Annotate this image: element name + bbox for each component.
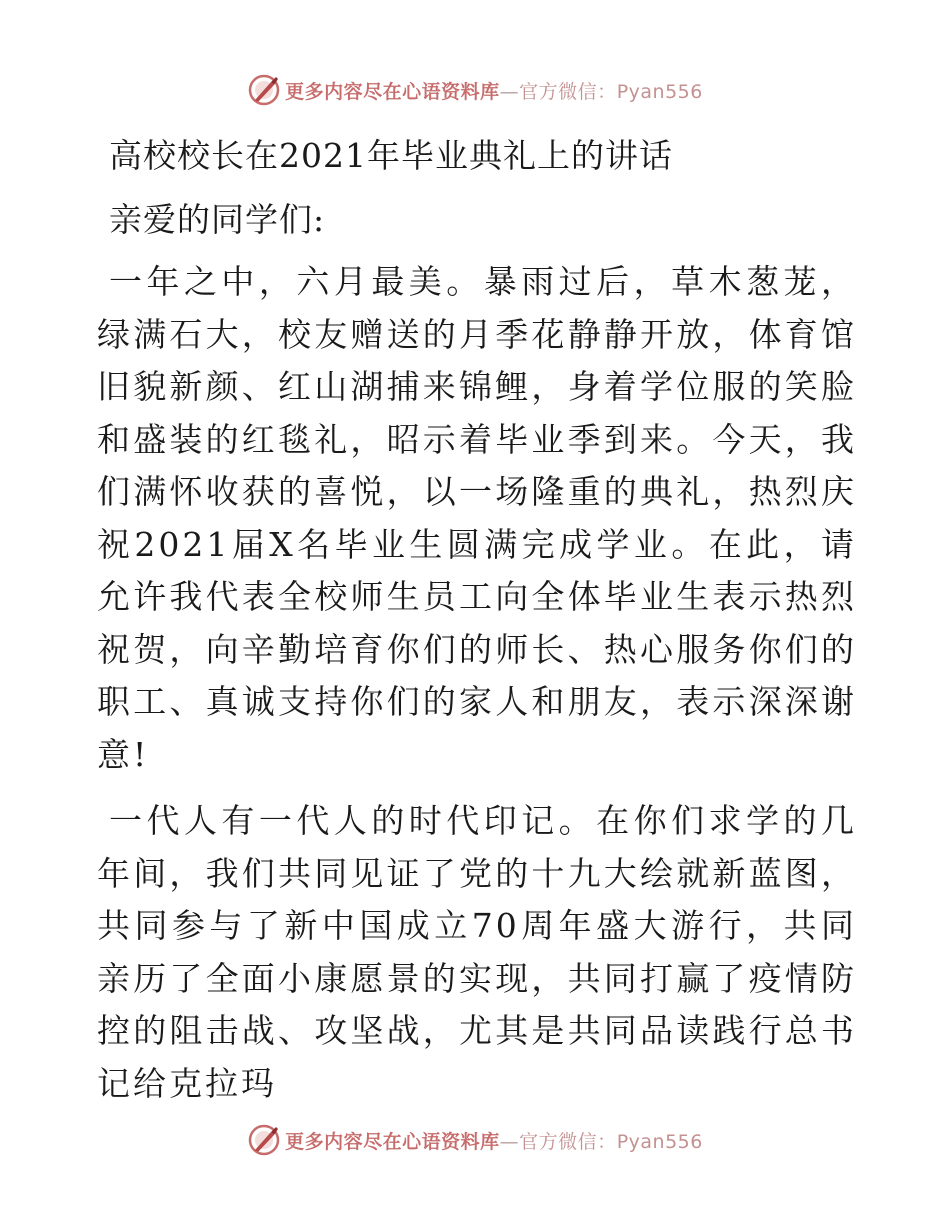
watermark-brand: 更多内容尽在心语资料库 [285, 1130, 500, 1153]
watermark-text [285, 77, 703, 104]
document-title: 高校校长在2021年毕业典礼上的讲话 [109, 136, 673, 175]
quill-logo-icon [247, 1123, 281, 1157]
paragraph-2: 一代人有一代人的时代印记。在你们求学的几年间，我们共同见证了党的十九大绘就新蓝图，共同参与了新中国成立70周年盛大游行，共同亲历了全面小康愿景的实现，共同打赢了疫情防控的阻击战、攻坚战，尤其是共同品读践行总书记给克拉玛 [97, 801, 857, 1103]
watermark-brand: 更多内容尽在心语资料库 [285, 80, 500, 103]
watermark-contact-id: Pyan556 [616, 80, 703, 103]
watermark-separator: — [499, 1130, 520, 1153]
salutation: 亲爱的同学们: [109, 200, 326, 239]
watermark-contact-label: 官方微信： [519, 80, 617, 103]
watermark-footer [0, 1120, 950, 1160]
watermark-contact-label: 官方微信： [519, 1130, 617, 1153]
paragraph-1: 一年之中，六月最美。暴雨过后，草木葱茏，绿满石大，校友赠送的月季花静静开放，体育馆旧貌新颜、红山湖捕来锦鲤，身着学位服的笑脸和盛装的红毯礼，昭示着毕业季到来。今天，我们满怀收获的喜悦，以一场隆重的典礼，热烈庆祝2021届X名毕业生圆满完成学业。在此，请允许我代表全校师生员工向全体毕业生表示热烈祝贺，向辛勤培育你们的师长、热心服务你们的职工、真诚支持你们的家人和朋友，表示深深谢意! [97, 262, 857, 774]
watermark-separator: — [499, 80, 520, 103]
watermark-header [0, 70, 950, 110]
watermark-text [285, 1127, 703, 1154]
quill-logo-icon [247, 73, 281, 107]
watermark-contact-id: Pyan556 [616, 1130, 703, 1153]
document-body [97, 118, 857, 1110]
